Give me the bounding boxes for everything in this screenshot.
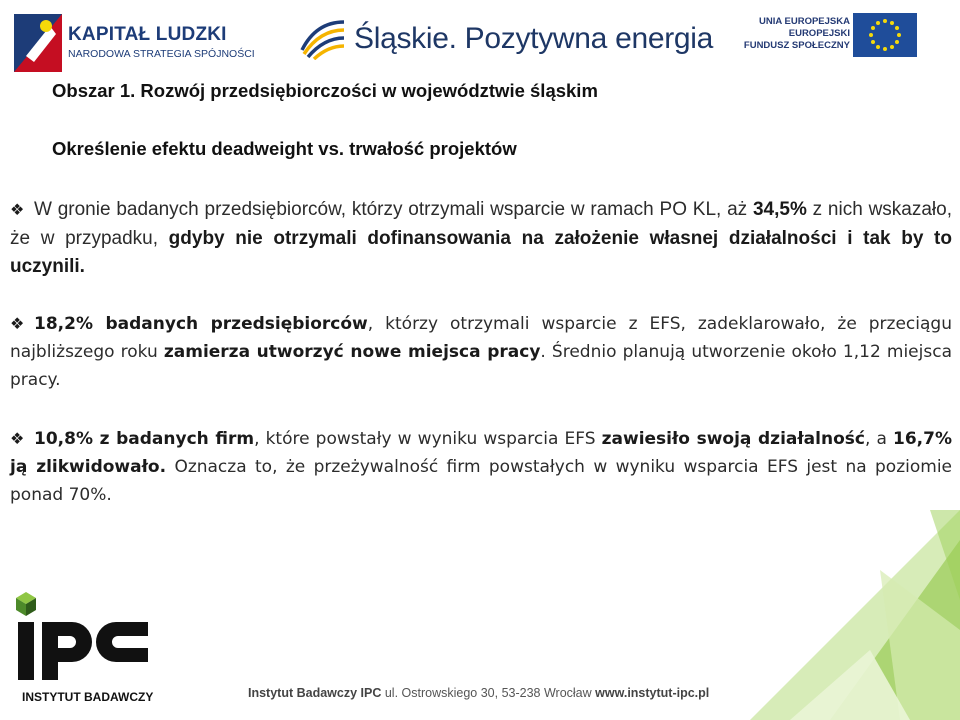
diamond-bullet-icon: ❖ [10, 202, 25, 219]
diamond-bullet-icon: ❖ [10, 429, 25, 448]
bullet-3-part-1: 10,8% z badanych firm [34, 429, 255, 449]
topic-heading: Określenie efektu deadweight vs. trwałość projektów [52, 138, 517, 159]
bullet-1-part-4: gdyby nie otrzymali dofinansowania na założenie własnej działalności i tak by to uczynili. [10, 228, 952, 277]
footer-address: ul. Ostrowskiego 30, 53-238 Wrocław [381, 686, 596, 700]
bullet-3-part-5: 16,7% ją zlikwidowało. [10, 429, 952, 477]
kapital-ludzki-name: KAPITAŁ LUDZKI [68, 24, 227, 45]
bullet-1-part-1: W gronie badanych przedsiębiorców, którzy otrzymali wsparcie w ramach PO KL, aż [34, 199, 753, 220]
ipc-institute-name: INSTYTUT BADAWCZY [22, 690, 154, 704]
bullet-1-part-2: 34,5% [752, 199, 807, 220]
slaskie-name: Śląskie. Pozytywna energia [354, 22, 714, 55]
slaskie-logo-icon [298, 16, 348, 60]
area-heading: Obszar 1. Rozwój przedsiębiorczości w województwie śląskim [52, 80, 598, 101]
bullet-2-part-2: , którzy otrzymali wsparcie z EFS, zadeklarowało, że przeciągu najbliższego roku [10, 314, 952, 362]
bullet-3-part-4: , a [864, 429, 893, 449]
bullet-3-part-6: Oznacza to, że przeżywalność firm powstałych w wyniku wsparcia EFS jest na poziomie ponad 70%. [10, 457, 953, 505]
bullet-2-part-1: 18,2% badanych przedsiębiorców [34, 314, 368, 334]
kapital-ludzki-subtitle: NARODOWA STRATEGIA SPÓJNOŚCI [68, 48, 255, 60]
bullet-3-part-2: , które powstały w wyniku wsparcia EFS [254, 429, 602, 449]
diamond-bullet-icon: ❖ [10, 314, 25, 333]
bullet-paragraph-3 [10, 425, 952, 509]
footer-contact [248, 686, 709, 700]
bullet-paragraph-1 [10, 196, 952, 281]
eu-flag-icon [853, 13, 917, 57]
bullet-2-part-3: zamierza utworzyć nowe miejsca pracy [163, 342, 541, 362]
bullet-1-part-3: z nich wskazało, że w przypadku, [10, 199, 953, 249]
ue-label: UNIA EUROPEJSKA EUROPEJSKI FUNDUSZ SPOŁECZNY [743, 16, 850, 51]
bullet-2-part-4: . Średnio planują utworzenie około 1,12 miejsca pracy. [10, 342, 952, 390]
bullet-3-part-3: zawiesiło swoją działalność [601, 429, 865, 449]
bullet-paragraph-2 [10, 310, 952, 394]
footer-org: Instytut Badawczy IPC [248, 686, 382, 700]
footer-website[interactable]: www.instytut-ipc.pl [595, 686, 710, 700]
